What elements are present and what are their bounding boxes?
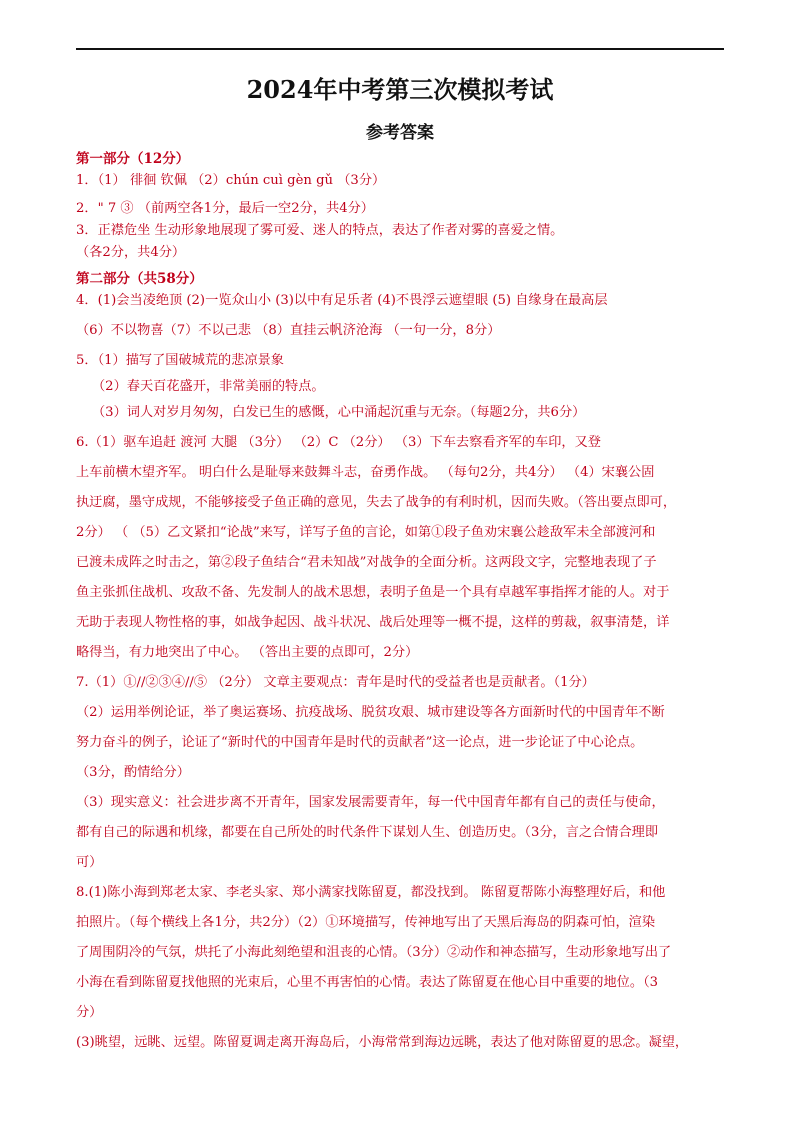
answer-line-30: (3)眺望，远眺、远望。陈留夏调走离开海岛后，小海常常到海边远眺，表达了他对陈留夏的思念。凝望，: [76, 1035, 689, 1050]
answer-line-28: 小海在看到陈留夏找他照的光束后，心里不再害怕的心情。表达了陈留夏在他心目中重要的地位。（3: [76, 975, 659, 990]
answer-line-23: 都有自己的际遇和机缘，都要在自己所处的时代条件下谋划人生、创造历史。（3分，言之合情合理即: [76, 825, 659, 840]
answer-line-13: 2分） （ （5）乙文紧扣“论战”来写，详写子鱼的言论，如第①段子鱼劝宋襄公趁敌军未全部渡河和: [76, 525, 656, 540]
answer-line-12: 执迂腐，墨守成规，不能够接受子鱼正确的意见，失去了战争的有利时机，因而失败。（答出要点即可，: [76, 495, 677, 510]
answer-line-16: 无助于表现人物性格的事，如战争起因、战斗状况、战后处理等一概不提，这样的剪裁，叙事清楚，详: [76, 615, 670, 630]
answer-line-24: 可）: [76, 855, 103, 870]
answer-line-26: 拍照片。（每个横线上各1分，共2分）（2）①环境描写，传神地写出了天黑后海岛的阴森可怕，渲染: [76, 915, 656, 930]
answer-line-1: 1．（1） 徘徊 钦佩 （2）chún cuì gèn gǔ （3分）: [76, 173, 386, 188]
answer-line-19: （2）运用举例论证，举了奥运赛场、抗疫战场、脱贫攻艰、城市建设等各方面新时代的中国青年不断: [76, 705, 665, 720]
answer-line-8: （2）春天百花盛开，非常美丽的特点。: [92, 379, 325, 394]
answer-line-6: （6）不以物喜（7）不以己悲 （8）直挂云帆济沧海 （一句一分，8分）: [76, 323, 501, 338]
answer-line-5: 4．(1)会当凌绝顶 (2)一览众山小 (3)以中有足乐者 (4)不畏浮云遮望眼 (5) 自缘身在最高层: [76, 293, 608, 308]
answer-line-29: 分）: [76, 1005, 103, 1020]
answer-line-4: （各2分，共4分）: [76, 245, 186, 260]
answer-line-17: 略得当，有力地突出了中心。 （答出主要的点即可，2分）: [76, 645, 419, 660]
answer-line-14: 已渡未成阵之时击之，第②段子鱼结合“君未知战”对战争的全面分析。这两段文字，完整地表现了子: [76, 555, 657, 570]
answer-line-11: 上车前横木望齐军。 明白什么是耻辱来鼓舞斗志，奋勇作战。 （每句2分，共4分） （4）宋襄公固: [76, 465, 655, 480]
header-rule: [76, 48, 724, 50]
answer-line-20: 努力奋斗的例子，论证了“新时代的中国青年是时代的贡献者”这一论点，进一步论证了中心论点。: [76, 735, 644, 750]
answer-line-25: 8.(1)陈小海到郑老太家、李老头家、郑小满家找陈留夏，都没找到。 陈留夏帮陈小海整理好后，和他: [76, 885, 666, 900]
answer-line-9: （3）词人对岁月匆匆，白发已生的感慨，心中涌起沉重与无奈。（每题2分，共6分）: [92, 405, 586, 420]
page-subtitle: 参考答案: [366, 123, 434, 143]
answer-line-22: （3）现实意义：社会进步离不开青年，国家发展需要青年，每一代中国青年都有自己的责任与使命，: [76, 795, 665, 810]
page-title: 2024年中考第三次模拟考试: [246, 75, 554, 104]
answer-content: [76, 148, 726, 1054]
answer-line-7: 5．（1）描写了国破城荒的悲凉景象: [76, 353, 284, 368]
section-heading-part1: 第一部分（12分）: [76, 151, 190, 167]
answer-line-18: 7.（1）①//②③④//⑤ （2分） 文章主要观点：青年是时代的受益者也是贡献者。（1分）: [76, 675, 595, 690]
answer-line-2: 2．" 7 ③ （前两空各1分，最后一空2分，共4分）: [76, 201, 374, 216]
answer-line-3: 3．正襟危坐 生动形象地展现了雾可爱、迷人的特点，表达了作者对雾的喜爱之情。: [76, 223, 564, 238]
answer-line-27: 了周围阴冷的气氛，烘托了小海此刻绝望和沮丧的心情。（3分）②动作和神态描写，生动形象地写出了: [76, 945, 672, 960]
section-heading-part2: 第二部分（共58分）: [76, 271, 203, 287]
answer-line-10: 6.（1）驱车追赶 渡河 大腿 （3分） （2）C （2分） （3）下车去察看齐军的车印，又登: [76, 435, 601, 450]
answer-line-15: 鱼主张抓住战机、攻敌不备、先发制人的战术思想，表明子鱼是一个具有卓越军事指挥才能的人。对于: [76, 585, 670, 600]
answer-line-21: （3分，酌情给分）: [76, 765, 190, 780]
